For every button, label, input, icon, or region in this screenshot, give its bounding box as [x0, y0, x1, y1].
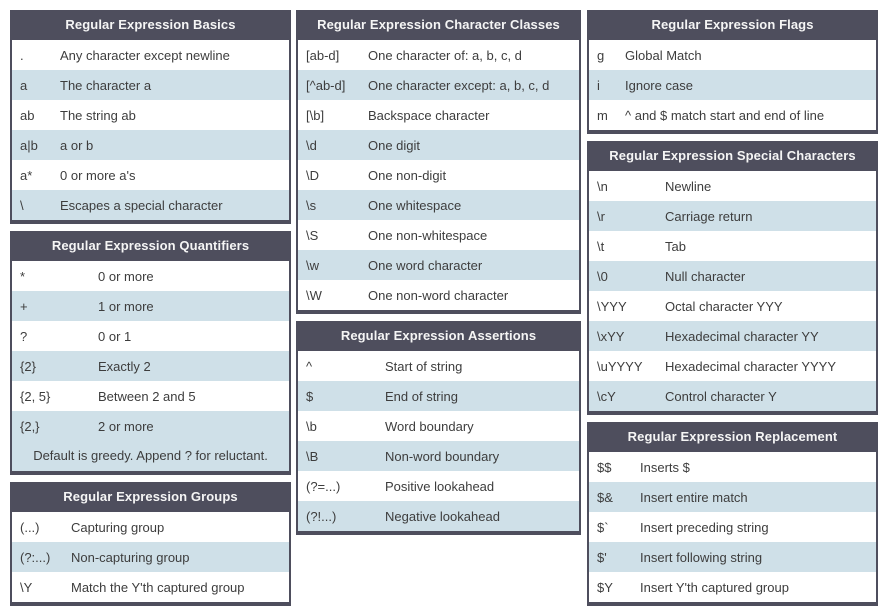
table-row — [12, 321, 289, 351]
regex-symbol: g — [597, 47, 605, 63]
regex-symbol: \YYY — [597, 298, 627, 314]
regex-symbol: a|b — [20, 137, 38, 153]
regex-symbol: i — [597, 77, 600, 93]
regex-description: One whitespace — [368, 197, 462, 213]
regex-symbol: \s — [306, 197, 317, 213]
regex-description: End of string — [385, 388, 458, 404]
regex-description: Any character except newline — [60, 47, 230, 63]
table-row — [298, 190, 579, 220]
table-charclasses — [296, 10, 581, 314]
regex-symbol: \uYYYY — [597, 358, 643, 374]
column-right — [587, 10, 878, 610]
regex-symbol: \B — [306, 448, 319, 464]
regex-description: Inserts $ — [640, 459, 690, 475]
table-row — [589, 231, 876, 261]
regex-symbol: ^ — [306, 358, 313, 374]
regex-description: Insert entire match — [640, 489, 748, 505]
table-row — [12, 70, 289, 100]
regex-description: Backspace character — [368, 107, 490, 123]
regex-symbol: (...) — [20, 519, 40, 535]
regex-symbol: \Y — [20, 579, 33, 595]
regex-description: One character of: a, b, c, d — [368, 47, 522, 63]
table-flags — [587, 10, 878, 134]
regex-description: Hexadecimal character YY — [665, 328, 819, 344]
table-row — [298, 501, 579, 531]
table-row — [12, 411, 289, 441]
table-flags-title: Regular Expression Flags — [589, 10, 876, 40]
table-row — [589, 100, 876, 130]
column-left — [10, 10, 291, 610]
table-row — [298, 130, 579, 160]
regex-symbol: \D — [306, 167, 319, 183]
regex-description: Negative lookahead — [385, 508, 500, 524]
table-row — [298, 411, 579, 441]
regex-description: Non-word boundary — [385, 448, 500, 464]
regex-symbol: ab — [20, 107, 35, 123]
regex-description: Non-capturing group — [71, 549, 190, 565]
table-row — [298, 160, 579, 190]
regex-symbol: a — [20, 77, 28, 93]
regex-description: 0 or more a's — [60, 167, 136, 183]
regex-description: Capturing group — [71, 519, 165, 535]
table-row — [589, 482, 876, 512]
regex-description: Global Match — [625, 47, 702, 63]
table-row — [298, 280, 579, 310]
table-row — [298, 381, 579, 411]
table-quantifiers-title: Regular Expression Quantifiers — [12, 231, 289, 261]
regex-symbol: [\b] — [306, 107, 325, 123]
regex-description: Positive lookahead — [385, 478, 495, 494]
regex-description: 0 or 1 — [98, 328, 132, 344]
regex-symbol: \ — [20, 197, 24, 213]
regex-description: Word boundary — [385, 418, 474, 434]
table-row — [589, 40, 876, 70]
regex-description: One character except: a, b, c, d — [368, 77, 550, 93]
regex-symbol: * — [20, 268, 26, 284]
regex-description: 2 or more — [98, 418, 154, 434]
table-row — [589, 201, 876, 231]
table-row — [589, 572, 876, 602]
regex-description: Hexadecimal character YYYY — [665, 358, 837, 374]
regex-symbol: $` — [597, 519, 609, 535]
table-row — [298, 220, 579, 250]
regex-description: Null character — [665, 268, 746, 284]
table-row — [12, 512, 289, 542]
table-row — [298, 70, 579, 100]
table-charclasses-title: Regular Expression Character Classes — [298, 10, 579, 40]
table-special-title: Regular Expression Special Characters — [589, 141, 876, 171]
regex-description: Insert following string — [640, 549, 763, 565]
table-row — [589, 171, 876, 201]
regex-symbol: a* — [20, 167, 33, 183]
table-row — [12, 40, 289, 70]
table-row — [12, 100, 289, 130]
table-row — [589, 381, 876, 411]
regex-symbol: \xYY — [597, 328, 625, 344]
regex-description: Newline — [665, 178, 712, 194]
table-assertions — [296, 321, 581, 535]
table-row — [12, 381, 289, 411]
regex-symbol: \0 — [597, 268, 608, 284]
regex-symbol: {2, 5} — [20, 388, 51, 404]
column-middle — [296, 10, 581, 542]
table-row — [589, 70, 876, 100]
table-row — [12, 261, 289, 291]
table-assertions-title: Regular Expression Assertions — [298, 321, 579, 351]
regex-description: Insert Y'th captured group — [640, 579, 789, 595]
table-groups-title: Regular Expression Groups — [12, 482, 289, 512]
table-row — [589, 291, 876, 321]
table-special — [587, 141, 878, 415]
table-groups — [10, 482, 291, 606]
regex-description: Start of string — [385, 358, 463, 374]
table-replacement — [587, 422, 878, 606]
regex-description: One digit — [368, 137, 421, 153]
table-row — [12, 542, 289, 572]
regex-symbol: [^ab-d] — [306, 77, 346, 93]
regex-description: Escapes a special character — [60, 197, 223, 213]
table-row — [12, 160, 289, 190]
regex-symbol: $ — [306, 388, 314, 404]
regex-symbol: [ab-d] — [306, 47, 340, 63]
regex-description: Match the Y'th captured group — [71, 579, 245, 595]
table-row — [12, 190, 289, 220]
regex-description: 0 or more — [98, 268, 154, 284]
regex-description: The string ab — [60, 107, 136, 123]
table-row — [589, 351, 876, 381]
regex-description: Control character Y — [665, 388, 777, 404]
regex-description: 1 or more — [98, 298, 154, 314]
regex-symbol: \r — [597, 208, 605, 224]
regex-symbol: $& — [597, 489, 613, 505]
regex-description: Between 2 and 5 — [98, 388, 196, 404]
regex-symbol: $Y — [597, 579, 613, 595]
table-replacement-title: Regular Expression Replacement — [589, 422, 876, 452]
regex-symbol: \S — [306, 227, 319, 243]
table-quantifiers-footnote: Default is greedy. Append ? for reluctant. — [12, 441, 289, 471]
table-row — [12, 351, 289, 381]
regex-symbol: \b — [306, 418, 317, 434]
table-row — [589, 321, 876, 351]
regex-symbol: $$ — [597, 459, 612, 475]
table-basics — [10, 10, 291, 224]
regex-symbol: \cY — [597, 388, 616, 404]
table-basics-title: Regular Expression Basics — [12, 10, 289, 40]
regex-symbol: m — [597, 107, 608, 123]
regex-symbol: (?:...) — [20, 549, 51, 565]
regex-symbol: \n — [597, 178, 608, 194]
regex-symbol: ? — [20, 328, 28, 344]
regex-description: a or b — [60, 137, 94, 153]
table-row — [12, 130, 289, 160]
table-quantifiers — [10, 231, 291, 475]
regex-description: Carriage return — [665, 208, 753, 224]
regex-description: Octal character YYY — [665, 298, 783, 314]
table-row — [12, 291, 289, 321]
regex-symbol: + — [20, 298, 28, 314]
regex-symbol: {2} — [20, 358, 36, 374]
table-row — [589, 542, 876, 572]
regex-symbol: \d — [306, 137, 317, 153]
regex-description: One non-whitespace — [368, 227, 488, 243]
table-row — [298, 40, 579, 70]
regex-symbol: (?=...) — [306, 478, 341, 494]
table-row — [589, 512, 876, 542]
table-row — [298, 441, 579, 471]
table-row — [298, 250, 579, 280]
table-row — [298, 100, 579, 130]
table-row — [298, 471, 579, 501]
regex-symbol: \t — [597, 238, 605, 254]
regex-description: One non-digit — [368, 167, 447, 183]
table-row — [298, 351, 579, 381]
regex-symbol: . — [20, 47, 24, 63]
regex-description: One word character — [368, 257, 483, 273]
regex-description: Ignore case — [625, 77, 693, 93]
regex-description: Insert preceding string — [640, 519, 769, 535]
regex-symbol: $' — [597, 549, 607, 565]
regex-description: One non-word character — [368, 287, 509, 303]
regex-description: Tab — [665, 238, 686, 254]
regex-symbol: (?!...) — [306, 508, 337, 524]
regex-symbol: \W — [306, 287, 322, 303]
table-row — [589, 452, 876, 482]
regex-symbol: \w — [306, 257, 319, 273]
regex-description: Exactly 2 — [98, 358, 151, 374]
regex-description: The character a — [60, 77, 152, 93]
regex-symbol: {2,} — [20, 418, 40, 434]
table-row — [12, 572, 289, 602]
regex-description: ^ and $ match start and end of line — [625, 107, 825, 123]
table-row — [589, 261, 876, 291]
